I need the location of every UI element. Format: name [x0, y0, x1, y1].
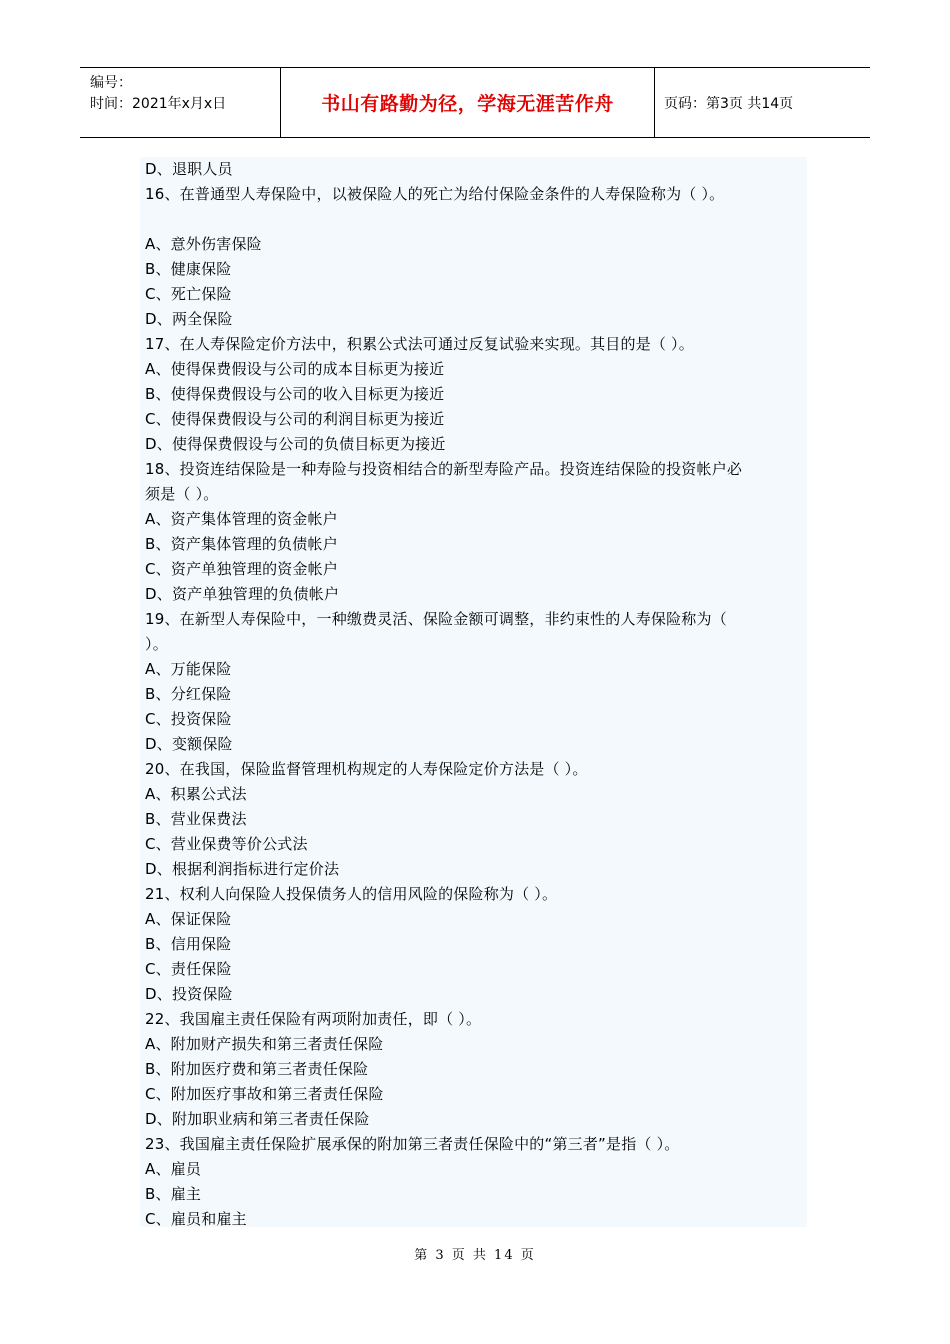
answer-option: 须是（ ）。 [145, 485, 219, 503]
answer-option: B、资产集体管理的负债帐户 [145, 535, 338, 553]
answer-option: D、根据利润指标进行定价法 [145, 860, 340, 878]
answer-option: A、附加财产损失和第三者责任保险 [145, 1035, 384, 1053]
answer-option: C、使得保费假设与公司的利润目标更为接近 [145, 410, 445, 428]
answer-option: D、退职人员 [145, 160, 233, 178]
answer-option: D、两全保险 [145, 310, 233, 328]
answer-option: C、营业保费等价公式法 [145, 835, 308, 853]
answer-option: C、死亡保险 [145, 285, 232, 303]
question-stem: 18、投资连结保险是一种寿险与投资相结合的新型寿险产品。投资连结保险的投资帐户必 [145, 460, 743, 478]
answer-option: B、信用保险 [145, 935, 232, 953]
question-stem: 17、在人寿保险定价方法中，积累公式法可通过反复试验来实现。其目的是（ ）。 [145, 335, 694, 353]
answer-option: D、附加职业病和第三者责任保险 [145, 1110, 370, 1128]
date-label: 时间：2021年x月x日 [90, 96, 227, 112]
answer-option: A、资产集体管理的资金帐户 [145, 510, 338, 528]
answer-option: A、意外伤害保险 [145, 235, 262, 253]
header-meta [80, 68, 281, 137]
answer-option: B、雇主 [145, 1185, 202, 1203]
answer-option: C、雇员和雇主 [145, 1210, 247, 1228]
question-content [140, 157, 807, 1227]
header-motto-cell [281, 68, 655, 137]
question-stem: 23、我国雇主责任保险扩展承保的附加第三者责任保险中的“第三者”是指（ ）。 [145, 1135, 680, 1153]
answer-option: B、分红保险 [145, 685, 232, 703]
answer-option: B、附加医疗费和第三者责任保险 [145, 1060, 369, 1078]
number-label: 编号： [90, 75, 132, 91]
answer-option: C、责任保险 [145, 960, 232, 978]
answer-option: D、资产单独管理的负债帐户 [145, 585, 340, 603]
answer-option: C、资产单独管理的资金帐户 [145, 560, 339, 578]
answer-option: C、投资保险 [145, 710, 232, 728]
answer-option: A、保证保险 [145, 910, 232, 928]
answer-option: C、附加医疗事故和第三者责任保险 [145, 1085, 384, 1103]
answer-option: A、万能保险 [145, 660, 232, 678]
answer-option: ）。 [145, 635, 168, 653]
answer-option: A、积累公式法 [145, 785, 247, 803]
question-stem: 16、在普通型人寿保险中，以被保险人的死亡为给付保险金条件的人寿保险称为（ ）。 [145, 185, 725, 203]
page-footer: 第 3 页 共 14 页 [414, 1248, 536, 1263]
answer-option: A、雇员 [145, 1160, 202, 1178]
motto-text: 书山有路勤为径，学海无涯苦作舟 [321, 93, 614, 115]
answer-option: A、使得保费假设与公司的成本目标更为接近 [145, 360, 445, 378]
document-header [80, 67, 870, 138]
question-stem: 19、在新型人寿保险中，一种缴费灵活、保险金额可调整，非约束性的人寿保险称为（ [145, 610, 727, 628]
question-stem: 22、我国雇主责任保险有两项附加责任，即（ ）。 [145, 1010, 482, 1028]
blank-line [145, 207, 805, 232]
question-stem: 21、权利人向保险人投保债务人的信用风险的保险称为（ ）。 [145, 885, 558, 903]
answer-option: D、投资保险 [145, 985, 233, 1003]
answer-option: B、营业保费法 [145, 810, 247, 828]
question-stem: 20、在我国，保险监督管理机构规定的人寿保险定价方法是（ ）。 [145, 760, 588, 778]
answer-option: B、使得保费假设与公司的收入目标更为接近 [145, 385, 445, 403]
page-info: 页码：第3页 共14页 [664, 95, 794, 112]
answer-option: D、变额保险 [145, 735, 233, 753]
question-lines [145, 157, 805, 1232]
answer-option: D、使得保费假设与公司的负债目标更为接近 [145, 435, 446, 453]
answer-option: B、健康保险 [145, 260, 232, 278]
header-page-cell [655, 68, 870, 137]
